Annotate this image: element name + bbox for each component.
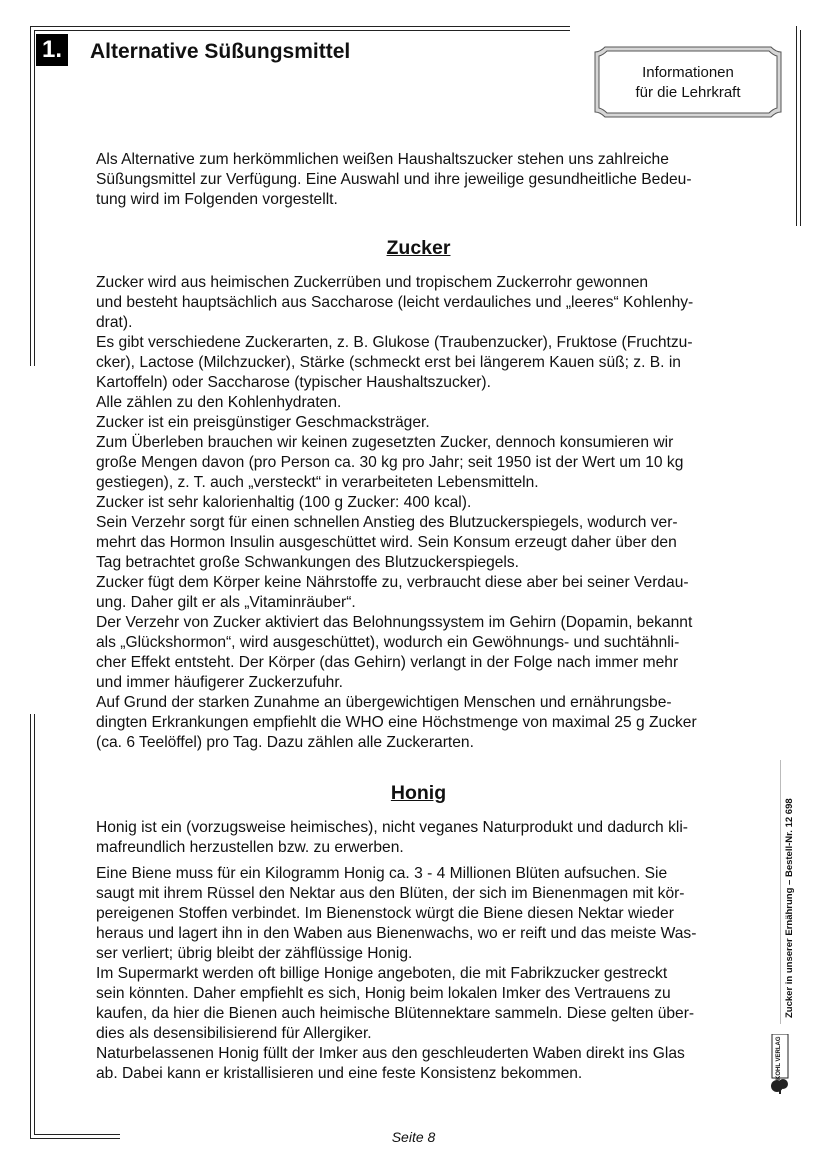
honig-line: kaufen, da hier die Bienen auch heimische Blütennektare sammeln. Diese gelten über- [96, 1005, 695, 1022]
zucker-line: Zucker ist sehr kalorienhaltig (100 g Zucker: 400 kcal). [96, 494, 472, 511]
honig-line: Honig ist ein (vorzugsweise heimisches), nicht veganes Naturprodukt und dadurch kli- [96, 819, 688, 836]
zucker-line: Alle zählen zu den Kohlenhydraten. [96, 394, 342, 411]
honig-line: pereigenen Stoffen verbindet. Im Bienenstock würgt die Biene diesen Nektar wieder [96, 905, 674, 922]
honig-line: mafreundlich herzustellen bzw. zu erwerben. [96, 839, 404, 856]
zucker-line: Zucker fügt dem Körper keine Nährstoffe zu, verbraucht diese aber bei seiner Verdau- [96, 574, 689, 591]
honig-line: Naturbelassenen Honig füllt der Imker aus den geschleuderten Waben direkt ins Glas [96, 1045, 685, 1062]
zucker-line: und immer häufigerer Zuckerzufuhr. [96, 674, 344, 691]
intro-line: Als Alternative zum herkömmlichen weißen Haushaltszucker stehen uns zahlreiche [96, 151, 669, 168]
zucker-line: gestiegen), z. T. auch „versteckt“ in verarbeiteten Lebensmitteln. [96, 474, 539, 491]
chapter-number-badge: 1. [36, 34, 68, 66]
zucker-line: (ca. 6 Teelöffel) pro Tag. Dazu zählen alle Zuckerarten. [96, 734, 474, 751]
frame-line-top-left-v2 [34, 30, 35, 366]
honig-line: saugt mit ihrem Rüssel den Nektar aus den Blüten, der sich im Bienenmagen mit kör- [96, 885, 685, 902]
zucker-line: mehrt das Hormon Insulin ausgeschüttet wird. Sein Konsum erzeugt daher über den [96, 534, 677, 551]
zucker-line: Zum Überleben brauchen wir keinen zugesetzten Zucker, dennoch konsumieren wir [96, 434, 674, 451]
intro-paragraph [96, 150, 741, 210]
zucker-line: cher Effekt entsteht. Der Körper (das Gehirn) verlangt in der Folge nach immer mehr [96, 654, 679, 671]
frame-line-top-right-v [796, 26, 797, 226]
frame-line-bottom-left-v [30, 714, 31, 1138]
zucker-line: Zucker wird aus heimischen Zuckerrüben und tropischem Zuckerrohr gewonnen [96, 274, 649, 291]
frame-line-top-left-h [30, 26, 570, 27]
honig-line: Im Supermarkt werden oft billige Honige angeboten, die mit Fabrikzucker gestreckt [96, 965, 668, 982]
zucker-text [96, 273, 741, 753]
frame-line-top-left-v [30, 26, 31, 366]
page-number: Seite 8 [391, 1129, 436, 1145]
section-heading-zucker: Zucker [386, 237, 451, 259]
zucker-line: Auf Grund der starken Zunahme an übergewichtigen Menschen und ernährungsbe- [96, 694, 672, 711]
zucker-line: große Mengen davon (pro Person ca. 30 kg pro Jahr; seit 1950 ist der Wert um 10 kg [96, 454, 684, 471]
honig-line: sein könnten. Daher empfiehlt es sich, Honig beim lokalen Imker des Vertrauens zu [96, 985, 671, 1002]
side-order-label: Zucker in unserer Ernährung – Bestell-Nr. 12 698 [784, 798, 795, 1018]
zucker-line: Kartoffeln) oder Saccharose (typischer Haushaltszucker). [96, 374, 491, 391]
zucker-line: ung. Daher gilt er als „Vitaminräuber“. [96, 594, 356, 611]
frame-line-top-right-v2 [800, 30, 801, 226]
main-content [96, 150, 741, 1084]
honig-text-b [96, 864, 741, 1084]
zucker-line: dingten Erkrankungen empfiehlt die WHO eine Höchstmenge von maximal 25 g Zucker [96, 714, 697, 731]
frame-line-top-left-h2 [34, 30, 570, 31]
publisher-logo-text: KOHL VERLAG [776, 1036, 782, 1080]
honig-text-a [96, 818, 741, 858]
zucker-line: drat). [96, 314, 133, 331]
page-title: Alternative Süßungsmittel [90, 40, 351, 63]
zucker-line: Der Verzehr von Zucker aktiviert das Belohnungssystem im Gehirn (Dopamin, bekannt [96, 614, 693, 631]
info-box-line1: Informationen [642, 64, 734, 81]
honig-line: ab. Dabei kann er kristallisieren und eine feste Konsistenz bekommen. [96, 1065, 583, 1082]
intro-line: tung wird im Folgenden vorgestellt. [96, 191, 338, 208]
honig-line: heraus und lagert ihn in den Waben aus Bienenwachs, wo er reift und das meiste Was- [96, 925, 697, 942]
zucker-line: Zucker ist ein preisgünstiger Geschmacksträger. [96, 414, 430, 431]
zucker-line: und besteht hauptsächlich aus Saccharose (leicht verdauliches und „leeres“ Kohlenhy- [96, 294, 694, 311]
zucker-line: Sein Verzehr sorgt für einen schnellen Anstieg des Blutzuckerspiegels, wodurch ver- [96, 514, 678, 531]
publisher-logo [769, 1034, 791, 1094]
section-heading-honig: Honig [390, 782, 447, 804]
info-box-line2: für die Lehrkraft [635, 84, 741, 101]
zucker-line: Es gibt verschiedene Zuckerarten, z. B. Glukose (Traubenzucker), Fruktose (Fruchtzu- [96, 334, 693, 351]
honig-line: ser verliert; übrig bleibt der zähflüssige Honig. [96, 945, 413, 962]
zucker-line: Tag betrachtet große Schwankungen des Blutzuckerspiegels. [96, 554, 520, 571]
honig-line: Eine Biene muss für ein Kilogramm Honig ca. 3 - 4 Millionen Blüten aufsuchen. Sie [96, 865, 668, 882]
frame-line-bottom-left-v2 [34, 714, 35, 1134]
honig-line: dies als desensibilisierend für Allergiker. [96, 1025, 372, 1042]
zucker-line: cker), Lactose (Milchzucker), Stärke (schmeckt erst bei längerem Kauen süß; z. B. in [96, 354, 681, 371]
intro-line: Süßungsmittel zur Verfügung. Eine Auswahl und ihre jeweilige gesundheitliche Bedeu- [96, 171, 692, 188]
zucker-line: als „Glückshormon“, wird ausgeschüttet), wodurch ein Gewöhnungs- und suchtähnli- [96, 634, 680, 651]
teacher-info-box [593, 44, 783, 120]
